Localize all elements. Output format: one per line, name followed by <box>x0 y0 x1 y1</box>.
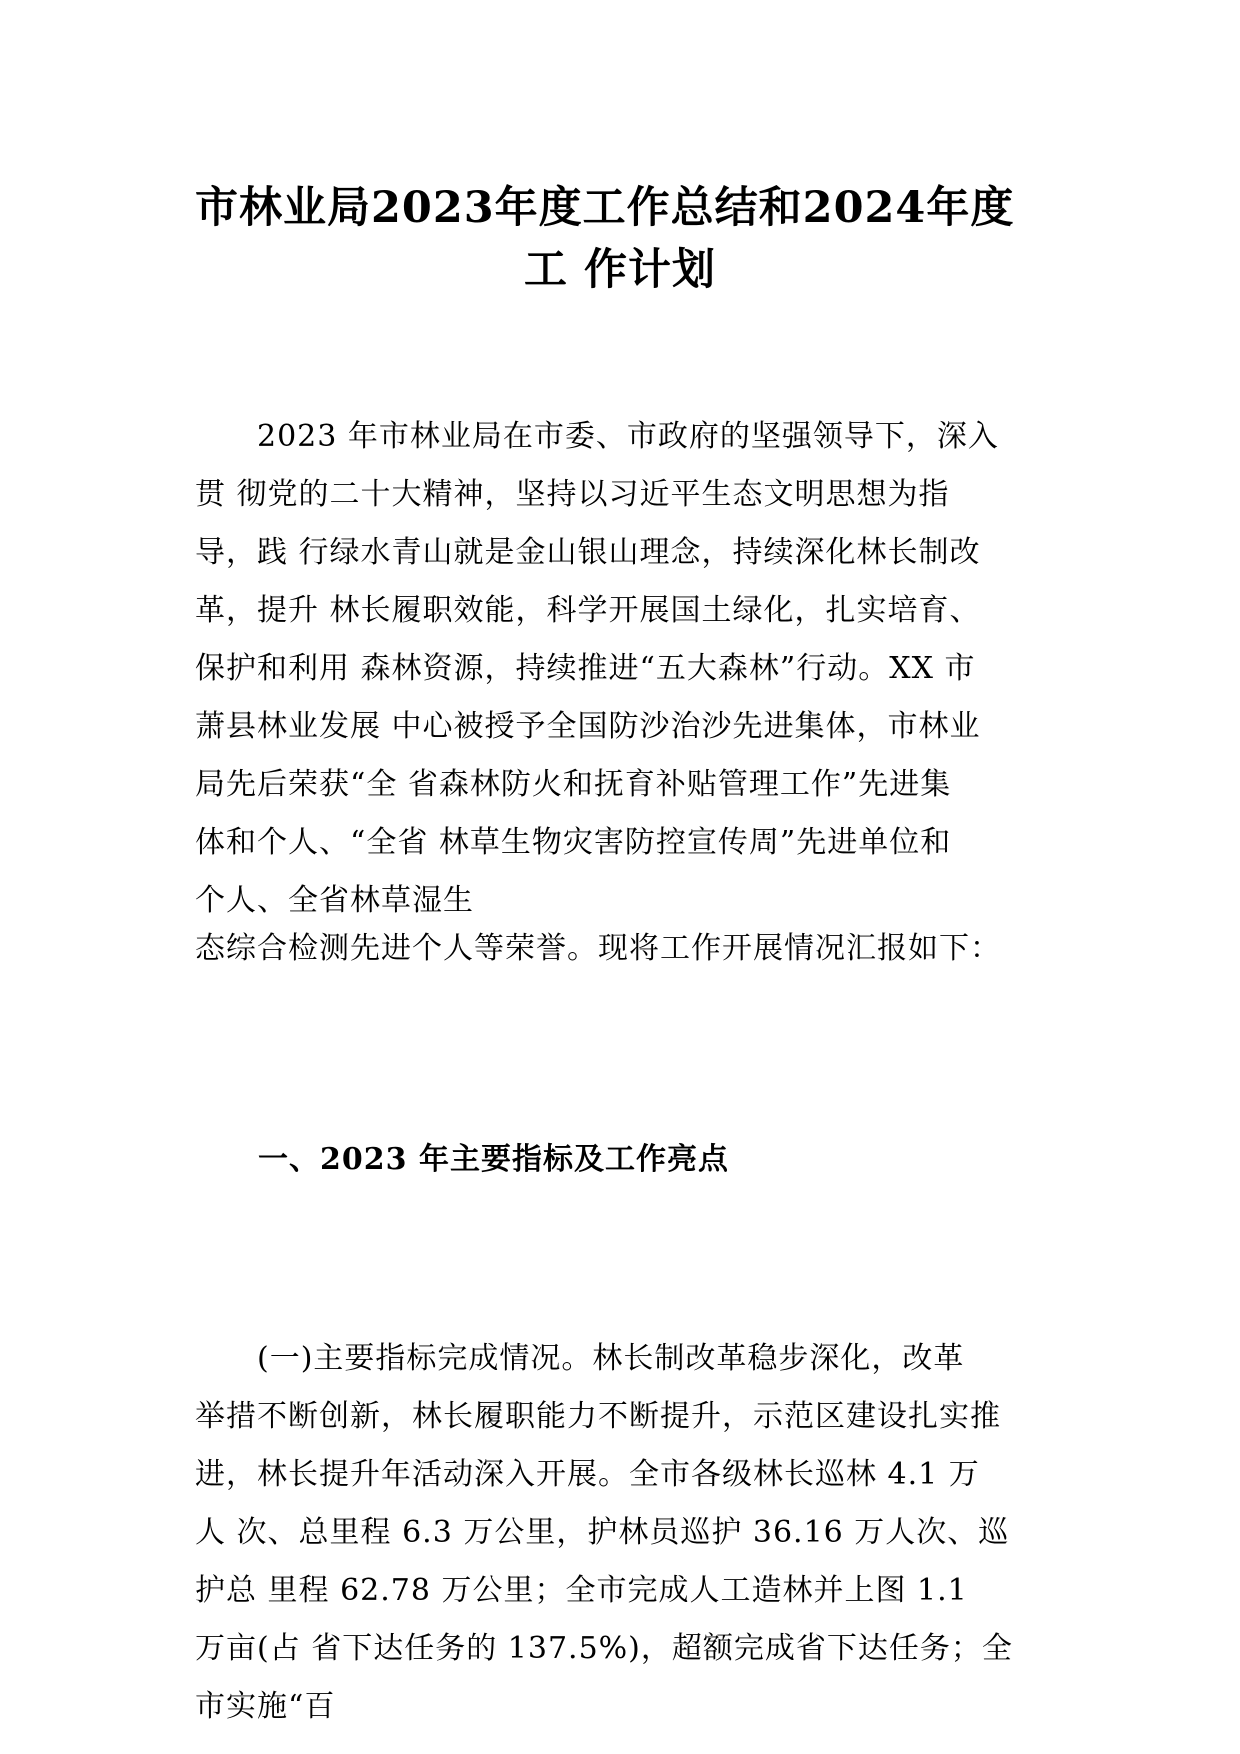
intro-continuation <box>195 920 1055 978</box>
intro-line: 局先后荣获“全 省森林防火和抚育补贴管理工作”先进集 <box>195 767 952 802</box>
intro-paragraph <box>195 408 1055 930</box>
subsection-line: 人 次、总里程 6.3 万公里，护林员巡护 36.16 万人次、巡 <box>195 1515 1010 1550</box>
intro-line: 革，提升 林长履职效能，科学开展国土绿化，扎实培育、 <box>195 593 981 628</box>
intro-line: 贯 彻党的二十大精神，坚持以习近平生态文明思想为指 <box>195 477 950 512</box>
intro-continuation-line: 态综合检测先进个人等荣誉。现将工作开展情况汇报如下： <box>195 931 1001 966</box>
intro-line: 导，践 行绿水青山就是金山银山理念，持续深化林长制改 <box>195 535 981 570</box>
subsection-line: 万亩(占 省下达任务的 137.5%)，超额完成省下达任务；全 <box>195 1631 1013 1666</box>
intro-line: 2023 年市林业局在市委、市政府的坚强领导下，深入 <box>195 419 999 454</box>
section-heading-1: 一、2023 年主要指标及工作亮点 <box>258 1142 729 1177</box>
subsection-line: 进，林长提升年活动深入开展。全市各级林长巡林 4.1 万 <box>195 1457 980 1492</box>
intro-line: 保护和利用 森林资源，持续推进“五大森林”行动。XX 市 <box>195 651 976 686</box>
subsection-line: 市实施“百 <box>195 1689 336 1724</box>
document-title-line-1: 市林业局2023年度工作总结和2024年度 <box>195 183 1015 233</box>
subsection-1-paragraph <box>195 1330 1055 1736</box>
intro-line: 萧县林业发展 中心被授予全国防沙治沙先进集体，市林业 <box>195 709 981 744</box>
subsection-line: 举措不断创新，林长履职能力不断提升，示范区建设扎实推 <box>195 1399 1001 1434</box>
subsection-line: 护总 里程 62.78 万公里；全市完成人工造林并上图 1.1 <box>195 1573 968 1608</box>
document-title-line-2: 工 作计划 <box>524 245 716 295</box>
intro-line: 个人、全省林草湿生 <box>195 883 474 918</box>
subsection-line: (一)主要指标完成情况。林长制改革稳步深化，改革 <box>195 1341 965 1376</box>
intro-line: 体和个人、“全省 林草生物灾害防控宣传周”先进单位和 <box>195 825 952 860</box>
